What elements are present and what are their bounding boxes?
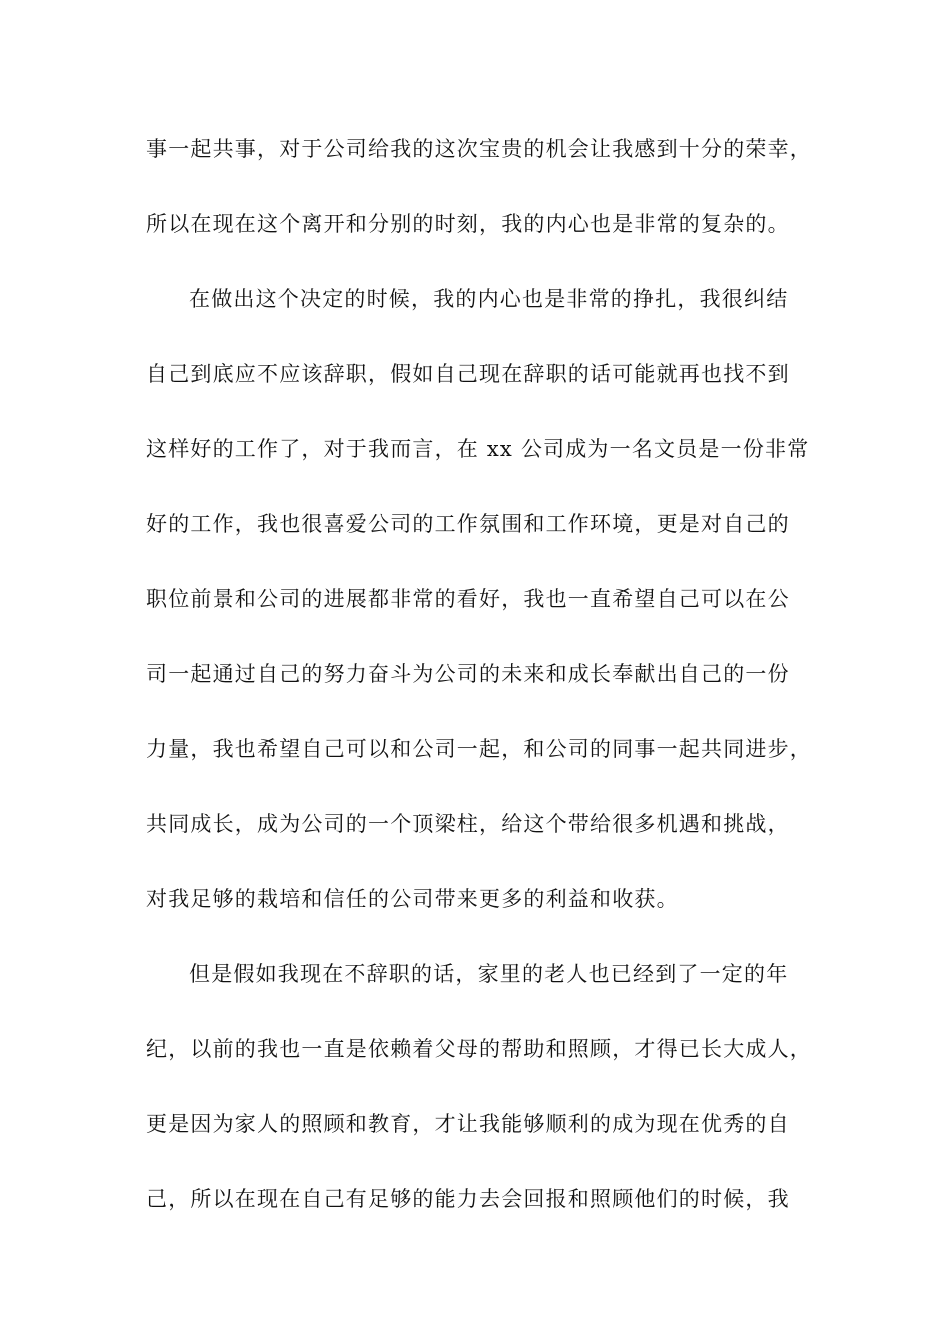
text-line: 司一起通过自己的努力奋斗为公司的未来和成长奉献出自己的一份 [146, 662, 790, 686]
text-line: 对我足够的栽培和信任的公司带来更多的利益和收获。 [146, 887, 679, 911]
text-line: 共同成长，成为公司的一个顶梁柱，给这个带给很多机遇和挑战， [146, 812, 790, 836]
text-line: 更是因为家人的照顾和教育，才让我能够顺利的成为现在优秀的自 [146, 1112, 790, 1136]
text-line: 好的工作，我也很喜爱公司的工作氛围和工作环境，更是对自己的 [146, 512, 790, 536]
text-line: 事一起共事，对于公司给我的这次宝贵的机会让我感到十分的荣幸， [146, 137, 812, 161]
paragraph-start-line: 但是假如我现在不辞职的话，家里的老人也已经到了一定的年 [189, 962, 789, 986]
text-line: 纪，以前的我也一直是依赖着父母的帮助和照顾，才得已长大成人， [146, 1037, 812, 1061]
text-line: 这样好的工作了，对于我而言，在 xx 公司成为一名文员是一份非常 [146, 437, 810, 461]
text-line: 所以在现在这个离开和分别的时刻，我的内心也是非常的复杂的。 [146, 212, 790, 236]
text-line: 己，所以在现在自己有足够的能力去会回报和照顾他们的时候，我 [146, 1187, 790, 1211]
text-line: 自己到底应不应该辞职，假如自己现在辞职的话可能就再也找不到 [146, 362, 790, 386]
paragraph-start-line: 在做出这个决定的时候，我的内心也是非常的挣扎，我很纠结 [189, 287, 789, 311]
text-line: 职位前景和公司的进展都非常的看好，我也一直希望自己可以在公 [146, 587, 790, 611]
text-line: 力量，我也希望自己可以和公司一起，和公司的同事一起共同进步， [146, 737, 812, 761]
